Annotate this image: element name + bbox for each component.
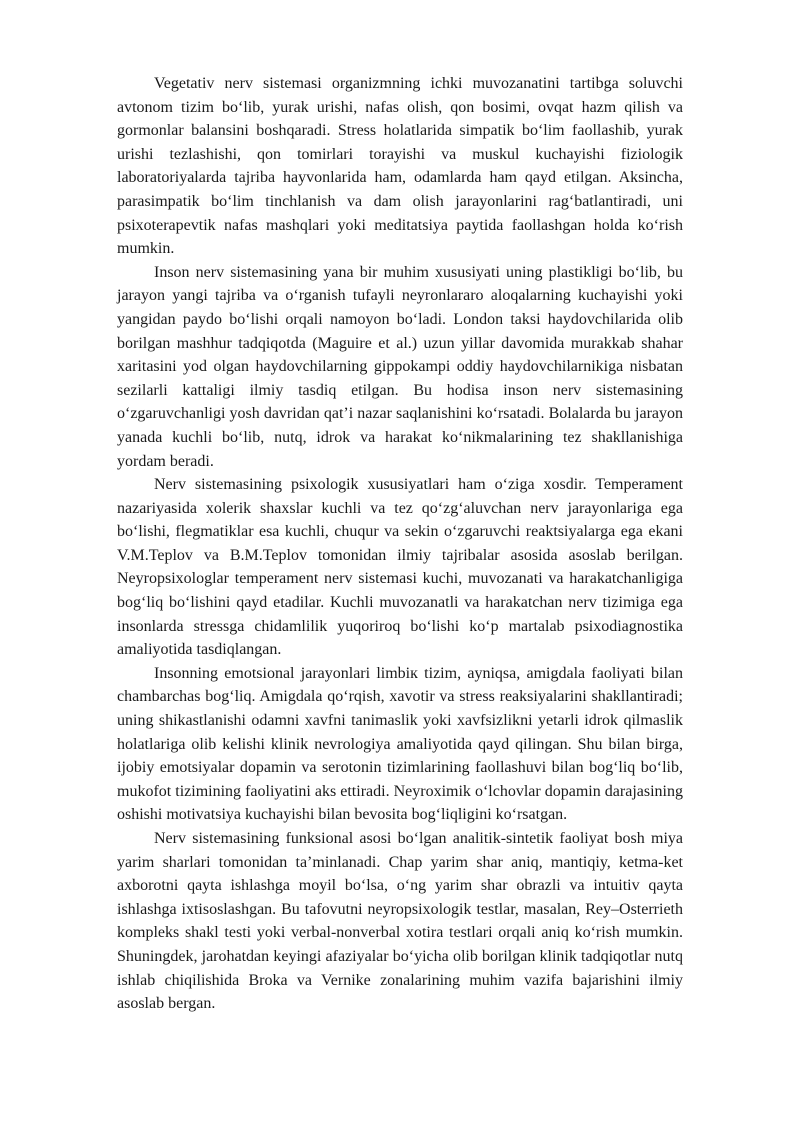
paragraph-hemispheres: Nerv sistemasining funksional asosi bo‘lgan analitik-sintetik faoliyat bosh miya yarim sharlari tomonidan ta’minlanadi. Chap yarim shar aniq, mantiqiy, ketma-ket axborotni qayta ishlashga moyil bo‘lsa, o‘ng yarim shar obrazli va intuitiv qayta ishlashga ixtisoslashgan. Bu tafovutni neyropsixologik testlar, masalan, Rey–Osterrieth kompleks shakl testi yoki verbal-nonverbal xotira testlari orqali aniq ko‘rish mumkin. Shuningdek, jarohatdan keyingi afaziyalar bo‘yicha olib borilgan klinik tadqiqotlar nutq ishlab chiqilishida Broka va Vernike zonalarining muhim vazifa bajarishini ilmiy asoslab bergan. — [117, 830, 683, 1013]
paragraph-temperament: Nerv sistemasining psixologik xususiyatlari ham o‘ziga xosdir. Temperament nazariyasida xolerik shaxslar kuchli va tez qo‘zg‘aluvchan nerv jarayonlariga ega bo‘lishi, flegmatiklar esa kuchli, chuqur va sekin o‘zgaruvchi reaktsiyalarga ega ekani V.M.Teplov va B.M.Teplov tomonidan ilmiy tajribalar asosida asoslab berilgan. Neyropsixologlar temperament nerv sistemasi kuchi, muvozanati va harakatchanligiga bog‘liq bo‘lishini qayd etadilar. Kuchli muvozanatli va harakatchan nerv tizimiga ega insonlarda stressga chidamlilik yuqoriroq bo‘lishi ko‘p martalab psixodiagnostika amaliyotida tasdiqlangan. — [117, 476, 683, 659]
paragraph-emotional-processes: Insonning emotsional jarayonlari limbiк tizim, ayniqsa, amigdala faoliyati bilan chambarchas bog‘liq. Amigdala qo‘rqish, xavotir va stress reaksiyalarini shakllantiradi; uning shikastlanishi odamni xavfni tanimaslik yoki xavfsizlikni yetarli idrok qilmaslik holatlariga olib kelishi klinik nevrologiya amaliyotida qayd qilingan. Shu bilan birga, ijobiy emotsiyalar dopamin va serotonin tizimlarining faollashuvi bilan bog‘liq bo‘lib, mukofot tizimining faoliyatini aks ettiradi. Neyroximik o‘lchovlar dopamin darajasining oshishi motivatsiya kuchayishi bilan bevosita bog‘liqligini ko‘rsatgan. — [117, 664, 683, 824]
paragraph-vegetative-nervous-system: Vegetativ nerv sistemasi organizmning ichki muvozanatini tartibga soluvchi avtonom tizim bo‘lib, yurak urishi, nafas olish, qon bosimi, ovqat hazm qilish va gormonlar balansini boshqaradi. Stress holatlarida simpatik bo‘lim faollashib, yurak urishi tezlashishi, qon tomirlari torayishi va muskul kuchayishi fiziologik laboratoriyalarda tajriba hayvonlarida ham, odamlarda ham qayd etilgan. Aksincha, parasimpatik bo‘lim tinchlanish va dam olish jarayonlarini rag‘batlantiradi, uni psixoterapevtik nafas mashqlari yoki meditatsiya paytida faollashgan holda ko‘rish mumkin. — [117, 75, 683, 258]
document-body — [117, 72, 683, 1016]
paragraph-neuroplasticity: Inson nerv sistemasining yana bir muhim xususiyati uning plastikligi bo‘lib, bu jarayon yangi tajriba va o‘rganish tufayli neyronlararo aloqalarning kuchayishi yoki yangidan paydo bo‘lishi orqali namoyon bo‘ladi. London taksi haydovchilarida olib borilgan mashhur tadqiqotda (Maguire et al.) uzun yillar davomida murakkab shahar xaritasini yod olgan haydovchilarning gippokampi oddiy haydovchilarnikiga nisbatan sezilarli kattaligi ilmiy tasdiq etilgan. Bu hodisa inson nerv sistemasining o‘zgaruvchanligi yosh davridan qat’i nazar saqlanishini ko‘rsatadi. Bolalarda bu jarayon yanada kuchli bo‘lib, nutq, idrok va harakat ko‘nikmalarining tez shakllanishiga yordam beradi. — [117, 263, 683, 470]
